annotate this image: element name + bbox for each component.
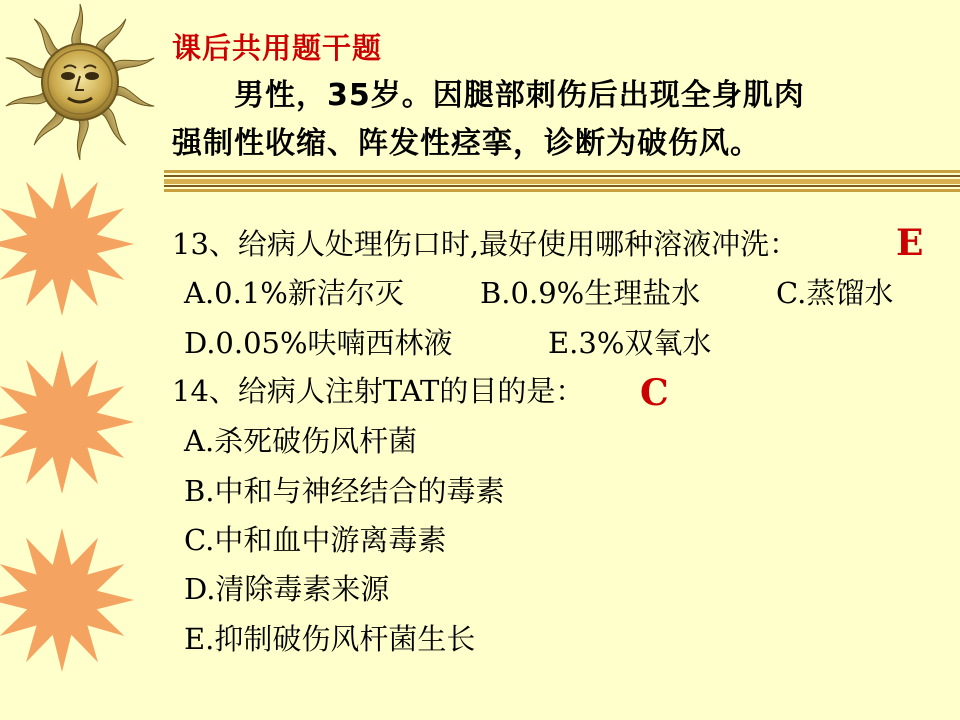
question-13-prompt: 13、给病人处理伤口时,最好使用哪种溶液冲洗： xyxy=(172,227,799,261)
question-13-option-e: E.3%双氧水 xyxy=(548,326,712,360)
question-14-option-c: C.中和血中游离毒素 xyxy=(184,523,447,557)
question-13-option-b: B.0.9%生理盐水 xyxy=(480,276,701,310)
question-14-option-a: A.杀死破伤风杆菌 xyxy=(184,424,418,458)
case-stem xyxy=(172,72,932,168)
sun-icon xyxy=(0,168,156,720)
section-title: 课后共用题干题 xyxy=(172,31,383,65)
sun-face-icon xyxy=(0,0,156,170)
question-14-option-d: D.清除毒素来源 xyxy=(184,572,390,606)
question-13-answer: E xyxy=(896,222,924,264)
question-14-option-e: E.抑制破伤风杆菌生长 xyxy=(184,622,476,656)
header-divider xyxy=(164,170,960,192)
question-14-option-b: B.中和与神经结合的毒素 xyxy=(184,474,505,508)
question-14-prompt: 14、给病人注射TAT的目的是： xyxy=(172,374,585,408)
question-13-option-d: D.0.05%呋喃西林液 xyxy=(184,326,453,360)
question-14-answer: C xyxy=(640,372,669,414)
stem-line-2: 强制性收缩、阵发性痉挛，诊断为破伤风。 xyxy=(172,126,761,161)
question-13-option-a: A.0.1%新洁尔灭 xyxy=(184,276,404,310)
stem-line-1: 男性，35岁。因腿部刺伤后出现全身肌肉 xyxy=(234,78,805,113)
question-13-option-c: C.蒸馏水 xyxy=(776,276,894,310)
